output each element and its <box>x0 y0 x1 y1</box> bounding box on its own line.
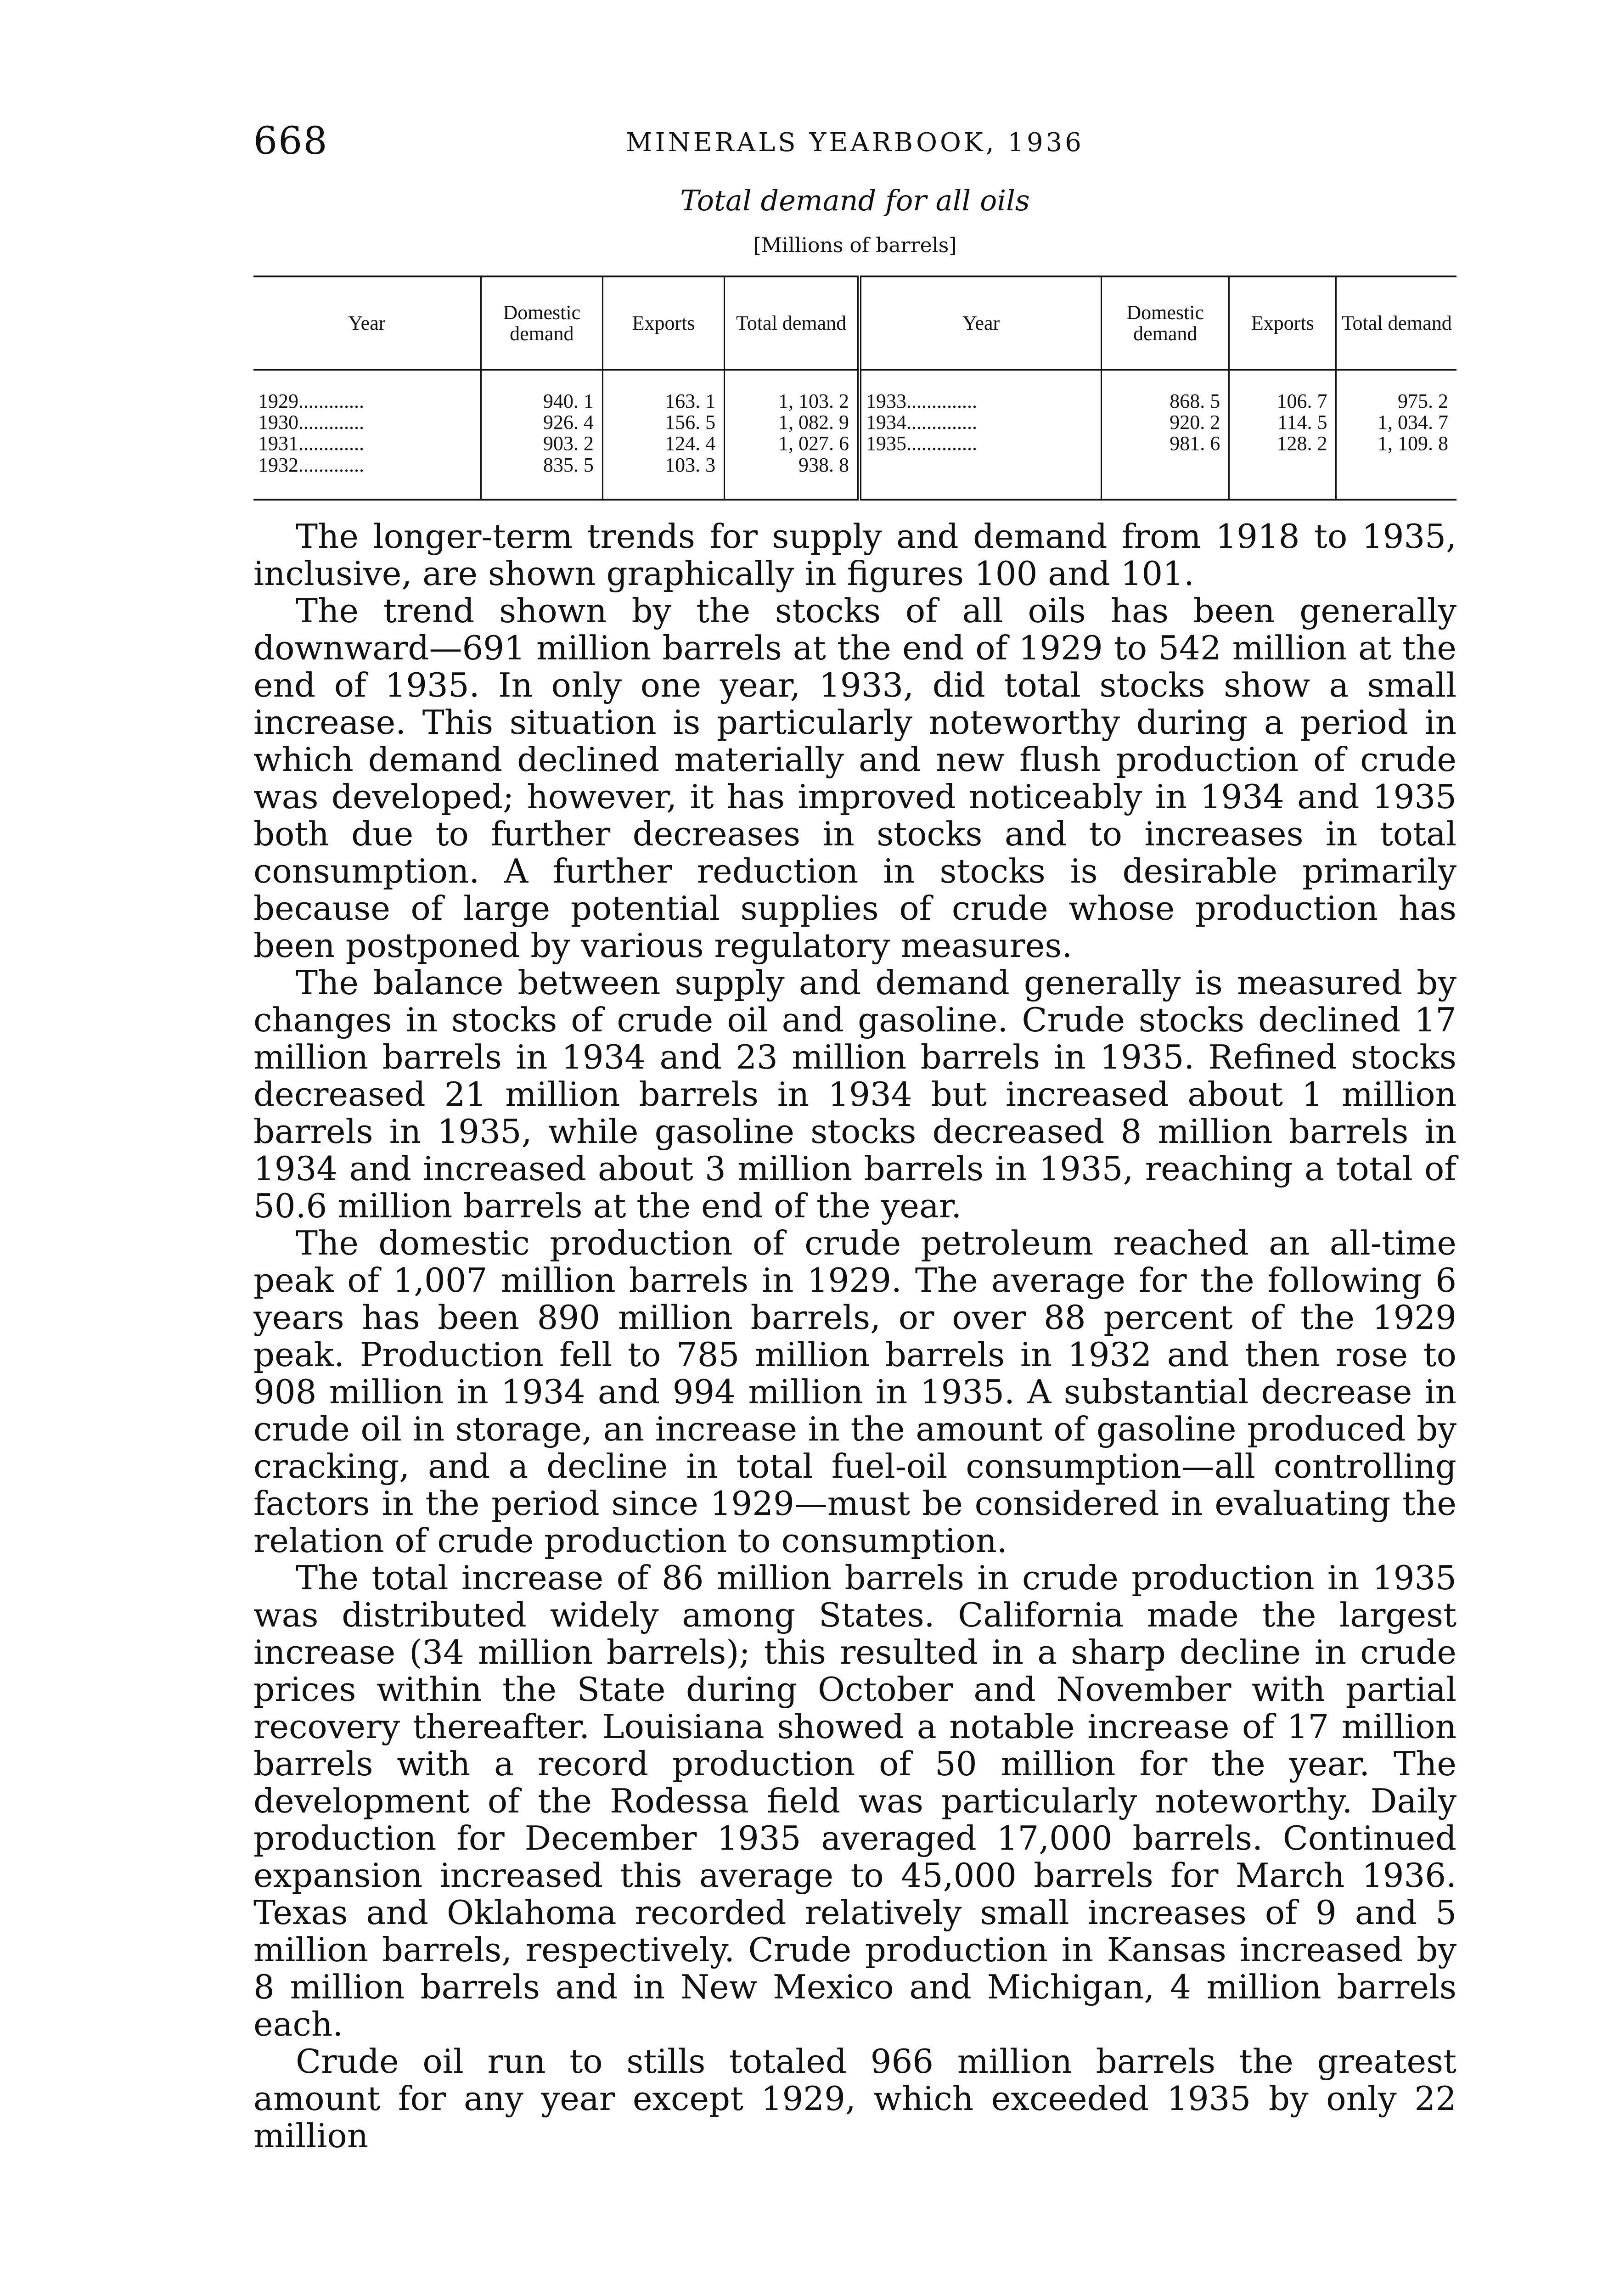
exports-cell: 163. 1 <box>602 370 724 412</box>
total-cell: 938. 8 <box>725 455 860 500</box>
exports-cell <box>1229 455 1336 500</box>
leader-dots: .............. <box>906 432 978 455</box>
leader-dots: ............. <box>298 411 364 434</box>
total-cell: 1, 109. 8 <box>1378 432 1448 455</box>
header-total-right: Total demand <box>1336 276 1456 370</box>
paragraph: The domestic production of crude petroleum reached an all-time peak of 1,007 million barrels in 1929. The average for the following 6 years has been 890 million barrels, or over 88 percent of the 1929 peak. Production fell to 785 million barrels in 1932 and then rose to 908 million in 1934 and 994 million in 1935. A substantial decrease in crude oil in storage, an increase in the amount of gasoline produced by cracking, and a decline in total fuel-oil consumption—all controlling factors in the period since 1929—must be considered in evaluating the relation of crude production to consumption. <box>253 1223 1456 1560</box>
year-cell: 1932............. <box>253 455 481 500</box>
paragraph: The balance between supply and demand generally is measured by changes in stocks of crude oil and gasoline. Crude stocks declined 17 million barrels in 1934 and 23 million barrels in 1935. Refined stocks decreased 21 million barrels in 1934 but increased about 1 million barrels in 1935, while gasoline stocks decreased 8 million barrels in 1934 and increased about 3 million barrels in 1935, reaching a total of 50.6 million barrels at the end of the year. <box>253 963 1456 1225</box>
domestic-cell: 835. 5 <box>481 455 602 500</box>
header-total-left: Total demand <box>725 276 860 370</box>
header-exports-left: Exports <box>602 276 724 370</box>
year-cell: 1933.............. <box>860 370 1102 412</box>
year-cell: 1929............. <box>253 370 481 412</box>
header-domestic-right: Domestic demand <box>1102 276 1229 370</box>
domestic-cell: 903. 2 <box>481 433 602 454</box>
body-text <box>253 518 1456 2155</box>
domestic-cell: 868. 5 <box>1102 370 1229 412</box>
total-cell: 1, 027. 6 <box>725 433 860 454</box>
header-exports-right: Exports <box>1229 276 1336 370</box>
header-year-left: Year <box>253 276 481 370</box>
exports-cell: 124. 4 <box>602 433 724 454</box>
paragraph: Crude oil run to stills totaled 966 million barrels the greatest amount for any year except 1929, which exceeded 1935 by only 22 million <box>253 2042 1456 2155</box>
table-title: Total demand for all oils <box>680 184 1030 217</box>
running-head: MINERALS YEARBOOK, 1936 <box>626 128 1084 158</box>
exports-cell: 128. 2 <box>1229 433 1336 454</box>
leader-dots: .............. <box>906 411 978 434</box>
leader-dots: ............. <box>298 390 364 412</box>
table-row <box>253 455 1456 500</box>
total-cell: 975. 2 <box>1398 390 1448 412</box>
total-cell: 1, 103. 2 <box>725 370 860 412</box>
exports-cell: 106. 7 <box>1229 370 1336 412</box>
year-cell: 1931............. <box>253 433 481 454</box>
exports-cell: 114. 5 <box>1229 412 1336 433</box>
table-row <box>253 433 1456 454</box>
year-cell: 1934.............. <box>860 412 1102 433</box>
page-header <box>253 119 1456 174</box>
year-cell <box>860 455 1102 500</box>
domestic-cell: 920. 2 <box>1102 412 1229 433</box>
table-unit: [Millions of barrels] <box>753 234 957 257</box>
total-cell: 1, 034. 7 <box>1378 411 1448 434</box>
leader-dots: .............. <box>906 390 978 412</box>
table-row <box>253 412 1456 433</box>
domestic-cell: 981. 6 <box>1102 433 1229 454</box>
leader-dots: ............. <box>298 432 364 455</box>
page-number: 668 <box>253 119 328 163</box>
total-cell: 1, 082. 9 <box>725 412 860 433</box>
domestic-cell: 940. 1 <box>481 370 602 412</box>
leader-dots: ............. <box>298 453 364 476</box>
total-cell <box>1336 455 1456 500</box>
domestic-cell: 926. 4 <box>481 412 602 433</box>
page <box>253 119 1456 2155</box>
exports-cell: 103. 3 <box>602 455 724 500</box>
paragraph: The longer-term trends for supply and demand from 1918 to 1935, inclusive, are shown graphically in figures 100 and 101. <box>253 517 1456 593</box>
paragraph: The total increase of 86 million barrels in crude production in 1935 was distributed widely among States. California made the largest increase (34 million barrels); this resulted in a sharp decline in crude prices within the State during October and November with partial recovery thereafter. Louisiana showed a notable increase of 17 million barrels with a record production of 50 million for the year. The development of the Rodessa field was particularly noteworthy. Daily production for December 1935 averaged 17,000 barrels. Continued expansion increased this average to 45,000 barrels for March 1936. Texas and Oklahoma recorded relatively small increases of 9 and 5 million barrels, respectively. Crude production in Kansas increased by 8 million barrels and in New Mexico and Michigan, 4 million barrels each. <box>253 1558 1456 2043</box>
table-row <box>253 370 1456 412</box>
header-year-right: Year <box>860 276 1102 370</box>
year-cell: 1935.............. <box>860 433 1102 454</box>
year-cell: 1930............. <box>253 412 481 433</box>
table-header-row <box>253 276 1456 370</box>
exports-cell: 156. 5 <box>602 412 724 433</box>
demand-table <box>253 276 1456 501</box>
header-domestic-left: Domestic demand <box>481 276 602 370</box>
domestic-cell <box>1102 455 1229 500</box>
paragraph: The trend shown by the stocks of all oils has been generally downward—691 million barrels at the end of 1929 to 542 million at the end of 1935. In only one year, 1933, did total stocks show a small increase. This situation is particularly noteworthy during a period in which demand declined materially and new flush production of crude was developed; however, it has improved noticeably in 1934 and 1935 both due to further decreases in stocks and to increases in total consumption. A further reduction in stocks is desirable primarily because of large potential supplies of crude whose production has been postponed by various regulatory measures. <box>253 591 1456 965</box>
